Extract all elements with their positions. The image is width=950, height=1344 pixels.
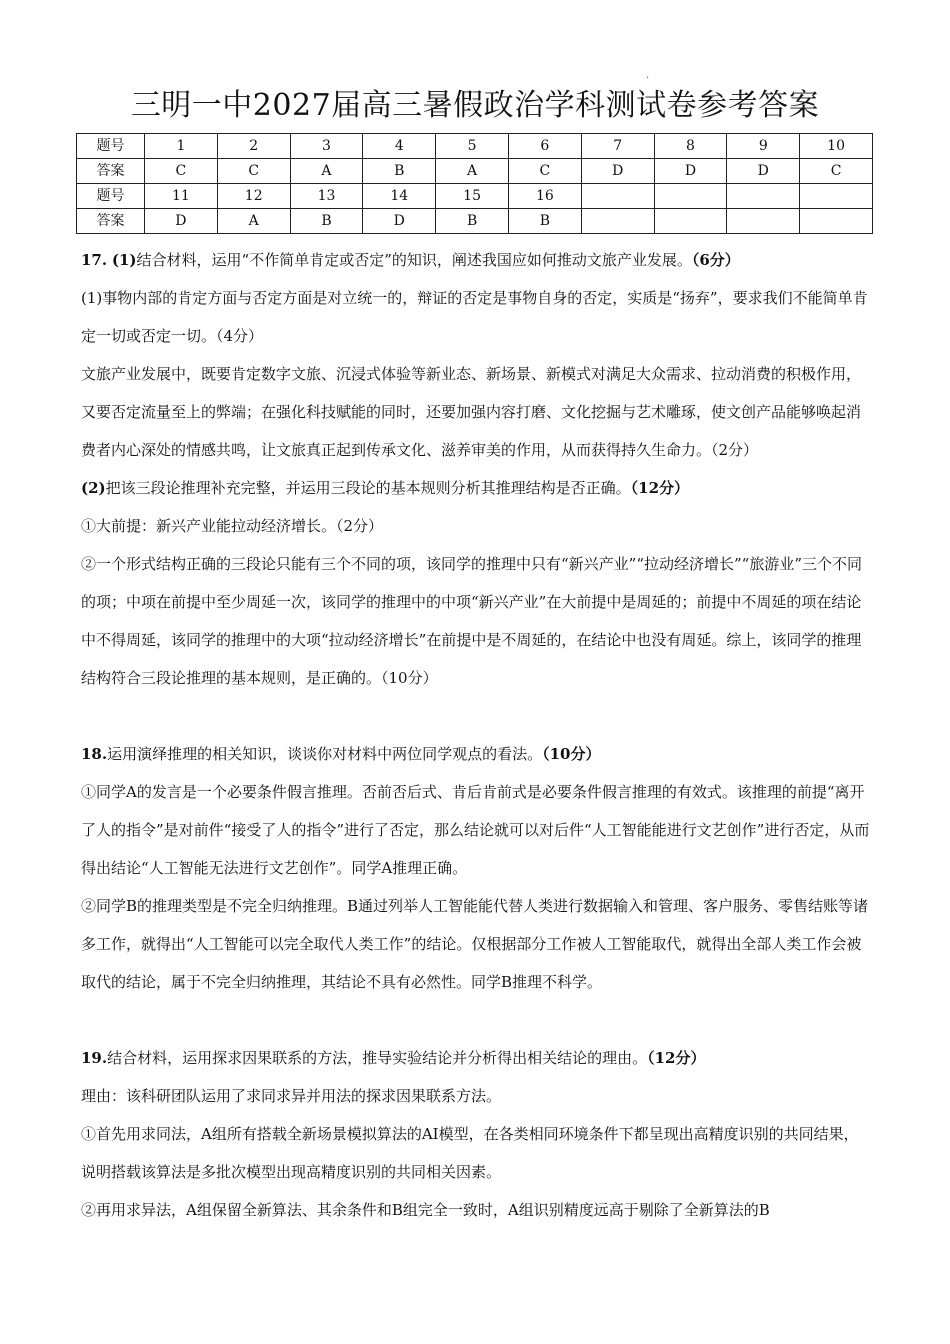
q19-answer-p2: ①首先用求同法，A组所有搭载全新场景模拟算法的AI模型，在各类相同环境条件下都呈现出高精度识别的共同结果，说明搭载该算法是多批次模型出现高精度识别的共同相关因素。 xyxy=(81,1125,859,1181)
q19-answer-p1: 理由：该科研团队运用了求同求异并用法的探求因果联系方法。 xyxy=(81,1087,502,1105)
answer-table-cell: B xyxy=(508,209,581,234)
answer-table-row xyxy=(77,209,873,234)
answer-table-row-label: 答案 xyxy=(77,159,145,184)
q19-heading-score: （12分） xyxy=(647,1049,706,1067)
answer-content xyxy=(81,241,871,1229)
answer-table-cell: D xyxy=(654,159,727,184)
answer-table-cell: D xyxy=(363,209,436,234)
q17-part2-text: 把该三段论推理补充完整，并运用三段论的基本规则分析其推理结构是否正确。 xyxy=(105,479,631,497)
answer-table-cell xyxy=(654,209,727,234)
answer-table-cell: 15 xyxy=(436,184,509,209)
q19-number: 19. xyxy=(81,1049,108,1067)
answer-table-cell: 10 xyxy=(800,134,873,159)
q17-answer-p4: ②一个形式结构正确的三段论只能有三个不同的项，该同学的推理中只有“新兴产业”“拉动经济增长”“旅游业”三个不同的项；中项在前提中至少周延一次，该同学的推理中的中项“新兴产业”在大前提中是周延的；前提中不周延的项在结论中不得周延，该同学的推理中的大项“拉动经济增长”在前提中是不周延的，在结论中也没有周延。综上，该同学的推理结构符合三段论推理的基本规则，是正确的。（10分） xyxy=(81,555,863,687)
q17-heading-score: （6分） xyxy=(691,251,740,269)
q18-heading-score: （10分） xyxy=(542,745,601,763)
answer-table-cell xyxy=(727,209,800,234)
q17-part2-heading xyxy=(81,469,871,507)
answer-table-cell: C xyxy=(145,159,218,184)
q17-answer-p1: (1)事物内部的肯定方面与否定方面是对立统一的，辩证的否定是事物自身的否定，实质是“扬弃”，要求我们不能简单肯定一切或否定一切。（4分） xyxy=(81,289,868,345)
answer-table-cell: 6 xyxy=(508,134,581,159)
q18-number: 18. xyxy=(81,745,108,763)
answer-table-cell: B xyxy=(363,159,436,184)
section-gap xyxy=(81,1001,871,1039)
q17-part2-marker: (2) xyxy=(81,479,106,497)
q18-heading-text: 运用演绎推理的相关知识，谈谈你对材料中两位同学观点的看法。 xyxy=(107,745,543,763)
q19-heading xyxy=(81,1039,871,1077)
answer-table-cell: D xyxy=(581,159,654,184)
answer-table-cell xyxy=(581,184,654,209)
answer-table-cell: B xyxy=(436,209,509,234)
answer-table-cell xyxy=(800,184,873,209)
answer-table-cell: 13 xyxy=(290,184,363,209)
answer-table-cell: B xyxy=(290,209,363,234)
answer-table-cell: D xyxy=(727,159,800,184)
answer-table-row xyxy=(77,159,873,184)
answer-table-cell: 3 xyxy=(290,134,363,159)
answer-table-cell: C xyxy=(508,159,581,184)
answer-table-cell: 9 xyxy=(727,134,800,159)
q17-number: 17. xyxy=(81,251,108,269)
answer-table-cell: 2 xyxy=(217,134,290,159)
answer-table-cell xyxy=(800,209,873,234)
answer-table-cell xyxy=(654,184,727,209)
answer-table-row-label: 题号 xyxy=(77,134,145,159)
section-gap xyxy=(81,697,871,735)
answer-table-cell: C xyxy=(800,159,873,184)
q19-heading-text: 结合材料，运用探求因果联系的方法，推导实验结论并分析得出相关结论的理由。 xyxy=(107,1049,648,1067)
answer-table-cell: 12 xyxy=(217,184,290,209)
q17-heading-text: 结合材料，运用“不作简单肯定或否定”的知识，阐述我国应如何推动文旅产业发展。 xyxy=(136,251,692,269)
answer-table-cell: 16 xyxy=(508,184,581,209)
answer-table-cell: 11 xyxy=(145,184,218,209)
answer-table-row-label: 答案 xyxy=(77,209,145,234)
answer-table-cell: 7 xyxy=(581,134,654,159)
answer-table-cell xyxy=(727,184,800,209)
answer-table-cell xyxy=(581,209,654,234)
q18-answer-p2: ②同学B的推理类型是不完全归纳推理。B通过列举人工智能能代替人类进行数据输入和管理、客户服务、零售结账等诸多工作，就得出“人工智能可以完全取代人类工作”的结论。仅根据部分工作被人工智能取代，就得出全部人类工作会被取代的结论，属于不完全归纳推理，其结论不具有必然性。同学B推理不科学。 xyxy=(81,897,869,991)
q17-answer-p2: 文旅产业发展中，既要肯定数字文旅、沉浸式体验等新业态、新场景、新模式对满足大众需求、拉动消费的积极作用，又要否定流量至上的弊端；在强化科技赋能的同时，还要加强内容打磨、文化挖掘与艺术雕琢，使文创产品能够唤起消费者内心深处的情感共鸣，让文旅真正起到传承文化、滋养审美的作用，从而获得持久生命力。（2分） xyxy=(81,365,862,459)
answer-table-cell: A xyxy=(436,159,509,184)
answer-table-cell: C xyxy=(217,159,290,184)
q17-heading xyxy=(81,241,871,279)
page-title: 三明一中2027届高三暑假政治学科测试卷参考答案 xyxy=(130,88,820,123)
answer-table-cell: A xyxy=(217,209,290,234)
q18-answer-p1: ①同学A的发言是一个必要条件假言推理。否前否后式、肯后肯前式是必要条件假言推理的有效式。该推理的前提“离开了人的指令”是对前件“接受了人的指令”进行了否定，那么结论就可以对后件“人工智能能进行文艺创作”进行否定，从而得出结论“人工智能无法进行文艺创作”。同学A推理正确。 xyxy=(81,783,870,877)
answer-table-row-label: 题号 xyxy=(77,184,145,209)
answer-table-cell: D xyxy=(145,209,218,234)
answer-table-cell: 8 xyxy=(654,134,727,159)
q17-part1-marker: (1) xyxy=(111,251,137,269)
stray-dot-mark: · xyxy=(646,73,650,84)
answer-table-cell: 4 xyxy=(363,134,436,159)
answer-table-cell: 5 xyxy=(436,134,509,159)
answer-table-cell: 1 xyxy=(145,134,218,159)
answer-table-cell: 14 xyxy=(363,184,436,209)
q19-answer-p3: ②再用求异法，A组保留全新算法、其余条件和B组完全一致时，A组识别精度远高于剔除了全新算法的B xyxy=(81,1201,770,1219)
answer-table-row xyxy=(77,134,873,159)
answer-table-row xyxy=(77,184,873,209)
q18-heading xyxy=(81,735,871,773)
q17-answer-p3: ①大前提：新兴产业能拉动经济增长。（2分） xyxy=(81,517,384,535)
answer-key-table xyxy=(76,133,873,234)
q17-part2-score: （12分） xyxy=(630,479,690,497)
answer-table-cell: A xyxy=(290,159,363,184)
